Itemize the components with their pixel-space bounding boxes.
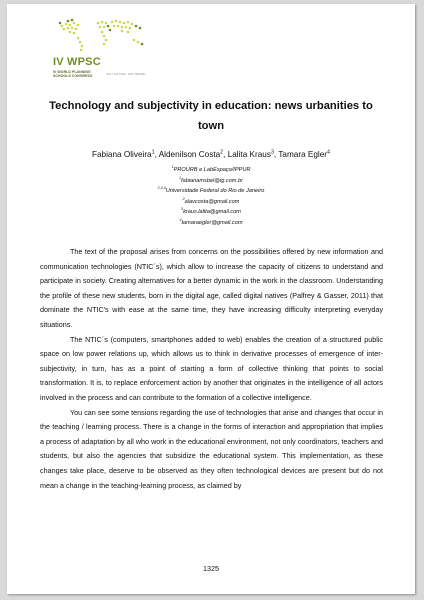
body-text [40, 245, 383, 493]
document-page [7, 4, 415, 594]
author-superscript: 1 [151, 149, 155, 156]
affiliation-superscript: 1 [179, 175, 182, 180]
logo-title: IV WPSC [53, 56, 101, 68]
logo-subtitle-line: SCHOOLS CONGRESS [53, 74, 93, 78]
affiliation-text: tamaraegler@gmail.com [181, 219, 243, 226]
logo-subtitle-line: IV WORLD PLANNING [53, 70, 91, 74]
affiliation-superscript: 2 [182, 196, 185, 201]
affiliation-email[interactable] [37, 176, 385, 187]
author-superscript: 2 [220, 149, 224, 156]
affiliation-superscript: 3 [181, 207, 184, 212]
author-separator: , [154, 150, 159, 159]
affiliation-email[interactable] [37, 197, 385, 208]
affiliation-list [37, 165, 385, 229]
affiliation-line [37, 165, 385, 176]
conference-logo [38, 14, 173, 84]
world-map-icon [48, 14, 168, 56]
author-name: Aldenilson Costa [158, 150, 221, 159]
author-name: Tamara Egler [278, 150, 328, 159]
paragraph: The text of the proposal arises from concerns on the possibilities offered by new information and communication technologies (NTIC´s), which allow to increase the capacity of citizens to understand and participate in society. Creating alternatives for a better dynamic in the work in the classroom. Understanding the profile of these new students, born in the digital age, called digital natives (Palfrey & Gasser, 2011) that dominate the NTIC's with ease at the same time, they have increasing difficulty interpreting everyday situations. [40, 247, 383, 329]
author-separator: , [273, 150, 279, 159]
logo-subtitle [53, 70, 92, 78]
author-name: Lalita Kraus [227, 150, 271, 159]
affiliation-line [37, 186, 385, 197]
author-separator: , [223, 150, 228, 159]
affiliation-text: kraus.lalita@gmail.com [183, 209, 241, 216]
page-number: 1325 [203, 564, 219, 573]
author-name: Fabiana Oliveira [92, 150, 152, 159]
affiliation-text: Universidade Federal do Rio de Janeiro [165, 188, 265, 195]
paragraph: You can see some tensions regarding the use of technologies that arise and changes that occur in the teaching / learning process. There is a change in the forms of interaction and appropriation that implies a process of adaptation by all who work in the educational environment, not only coordinators, teachers and students, but also the agencies that subsidize the educational system. This implementation, as these changes take place, deserve to be observed as they often technological devices are present but do not mean a change in the teaching-learning process, as claimed by [40, 407, 383, 490]
logo-side-text: JULY 4-8 2016 · RIO, BRAZIL [106, 72, 146, 76]
affiliation-text: alavcosta@gmail.com [184, 198, 240, 205]
affiliation-email[interactable] [37, 207, 385, 218]
affiliation-superscript: 1 [171, 165, 174, 170]
author-superscript: 4 [327, 149, 330, 156]
author-superscript: 3 [270, 149, 274, 156]
affiliation-text: fabianamsbel@ig.com.br [181, 177, 243, 184]
affiliation-text: PROURB e LabEspaço/IPPUR [173, 167, 251, 173]
affiliation-superscript: 4 [179, 218, 182, 223]
author-list [37, 150, 385, 159]
affiliation-superscript: 2,3,4 [157, 186, 166, 191]
affiliation-email[interactable] [37, 218, 385, 229]
paper-title: Technology and subjectivity in education: news urbanities to town [49, 100, 373, 132]
paragraph: The NTIC´s (computers, smartphones added to web) enables the creation of a structured public space on low power relations up, which allows us to think in derivative processes of emergence of inter-subjectivity, in turn, has as a point of starting a form of collective thinking that points to social transformation. It is, to replace enforcement action by another that originates in the intelligence of all actors involved in the process and can contribute to the formation of a collective intelligence. [40, 334, 383, 402]
